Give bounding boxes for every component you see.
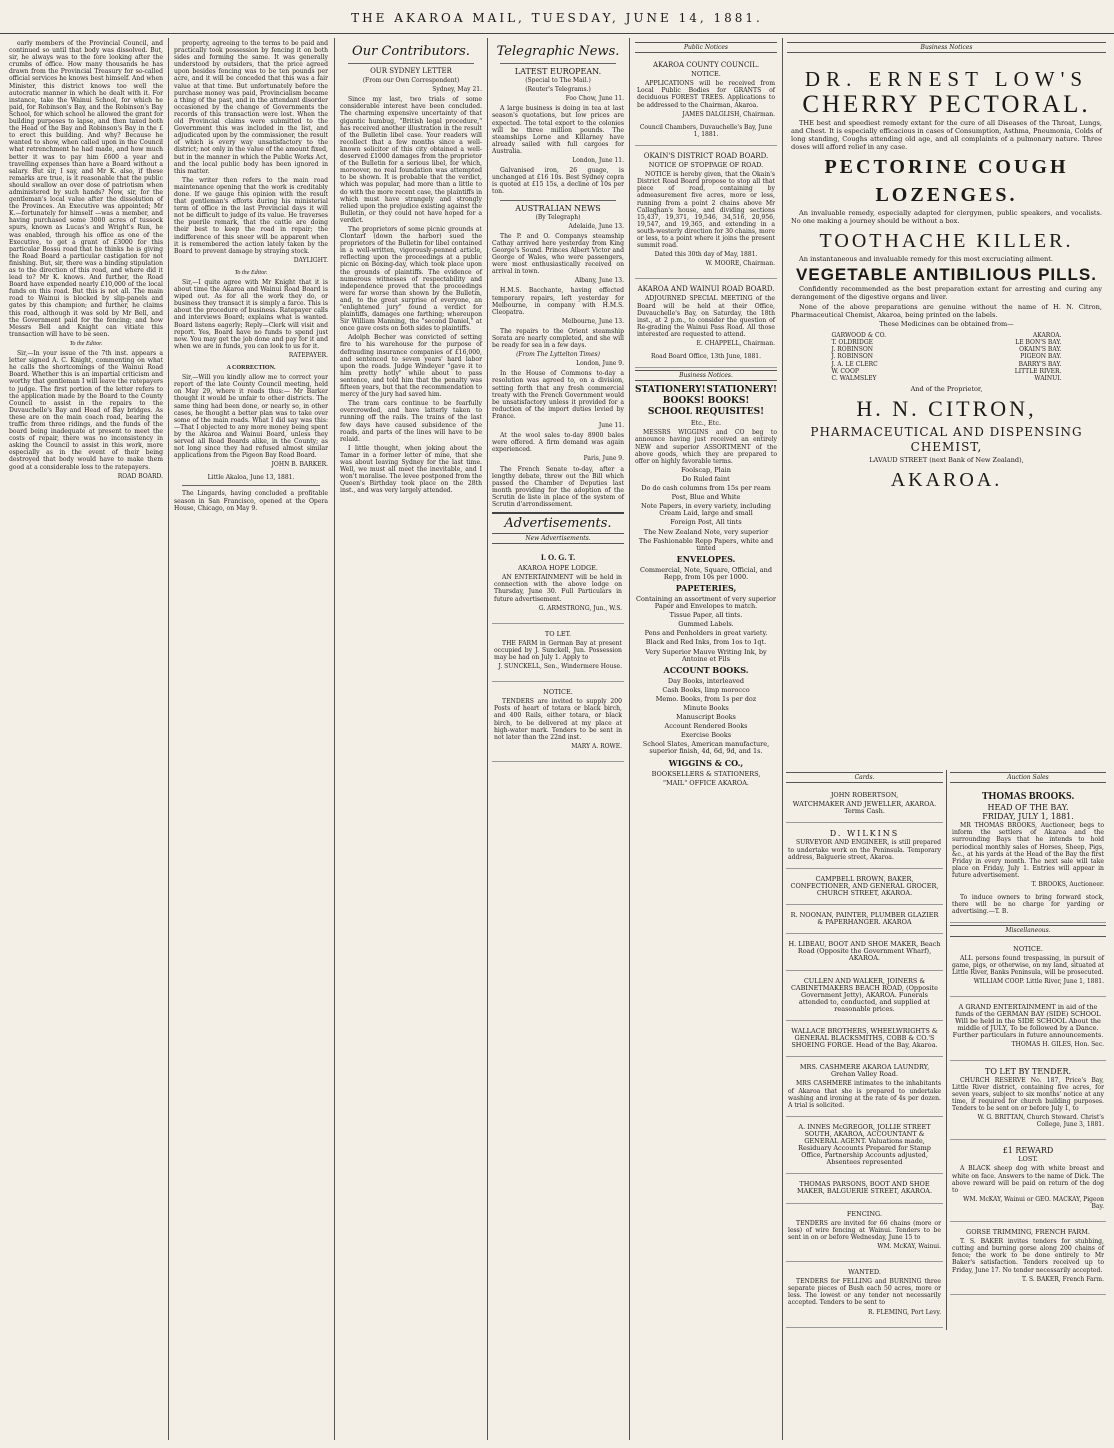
australian-news-heading: AUSTRALIAN NEWS	[515, 203, 601, 213]
agent-row: J. ROBINSON PIGEON BAY.	[831, 353, 1062, 361]
account-book-item: Minute Books	[683, 704, 729, 712]
account-book-item: Account Rendered Books	[664, 722, 748, 731]
section-heading-advertisements: Advertisements.	[492, 512, 624, 531]
stationery-item: The New Zealand Note, very superior	[643, 527, 769, 536]
letter-continuation: property, agreeing to the terms to be paid and practically took possession by fencing it on both sides and forming the same. It was generally understood by outsiders, that the price agreed upon besides fencing was to be ten pounds per acre, and it will be conceded that this was a fair value at that time. But unfortunately before the purchase money was paid, Provincialism became a thing of the past, and in the attendant disorder occasioned by the change of Governments the records of this transaction were lost. When the old Provincial claims were submitted to the Government this was included in the list, and adjudicated upon by the commissioner, the result of which is every way unsatisfactory to the district; not only in the value of the amount fixed, but in the manner in which the Public Works Act, and the local public body has been ignored in this matter.	[174, 40, 328, 175]
stationery-item: The Fashionable Repp Papers, white and tinted	[638, 536, 774, 552]
column-6: Business Notices DR. ERNEST LOW'S CHERRY PECTORAL. THE best and speediest remedy extant for the cure of all Diseases of the Throat, Lungs, and Chest. It is especially efficacious in cases of Consumption, Asthma, Pneumonia, Colds of long standing, Coughs attending old age, and all complaints of a pulmonary nature. Three doses will afford relief in any case. PECTORINE COUGH LOZENGES. An invaluable remedy, especially adapted for clergymen, public speakers, and vocalists. No one making a journey should be without a box. TOOTHACHE KILLER. An instantaneous and invaluable remedy for this most excruciating ailment. VEGETABLE ANTIBILIOUS PILLS. Confidently recommended as the best preparation extant for arresting and curing any derangement of the digestive organs and liver. None of the above preparations are genuine without the name of H. N. Citron, Pharmaceutical Chemist, Akaroa, being printed on the labels. These Medicines can be obtained from— GARWOOD & CO. AKAROA. T. OLDRIDGE LE BON'S BAY. J. ROBINSON OKAIN'S BAY. J. ROBINSON PIGEON BAY. J. A. LE CLERC BARRY'S BAY. W. COOP LITTLE RIVER. C. WALMSLEY WAINUI. And of the Proprietor, H. N. CITRON, PHARMACEUTICAL AND DISPENSING CHEMIST, LAVAUD STREET (next Bank of New Zealand), AKAROA. Cards. JOHN ROBERTSON, WATCHMAKER AND JEWELLER, AKAROA. Terms Cash. D. WILKINS SURVEYOR AND ENGINEER, is still prepared to undertake work on the Peninsula. Temporary address, Balguerie street, Akaroa. CAMPBELL BROWN, BAKER, CONFECTIONER, AND GENERAL GROCER, CHURCH STREET, AKAROA. R. NOONAN, PAINTER, PLUMBER GLAZIER & PAPERHANGER. AKAROA H. LIBEAU, BOOT AND SHOE MAKER, Beach Road (Opposite the Government Wharf), AKAROA. CULLEN AND WALKER, JOINERS & CABINETMAKERS BEACH ROAD, (Opposite Government Jetty), AKAROA. Funerals attended to, conducted, and supplied at reasonable prices. WALLACE BROTHERS, WHEELWRIGHTS & GENERAL BLACKSMITHS, COBB & CO.'S SHOEING FORGE. Head of the Bay, Akaroa. MRS. CASHMERE AKAROA LAUNDRY, Grehan Valley Road. MRS CASHMERE intimates to the inhabitants of Akaroa that she is prepared to undertake washing and ironing at the rate of 4s per dozen. A trial is solicited. A. INNES McGREGOR, JOLLIE STREET SOUTH, AKAROA, ACCOUNTANT & GENERAL AGENT. Valuations made, Residuary Accounts Prepared for Stamp Office, Partnership Accounts adjusted, Absentees represented THOMAS PARSONS, BOOT AND SHOE MAKER, BALGUERIE STREET, AKAROA. FENCING. TENDERS are invited for 66 chains (more or less) of wire fencing at Wainui. Tenders to be sent in on or before Wednesday, June 15 to WM. McKAY, Wainui. WANTED. TENDERS for FELLING and BURNING three separate pieces of Bush each 50 acres, more or less. The lowest or any tender not necessarily accepted. Tenders to be sent to R. FLEMING, Port Levy. Auction Sales THOMAS BROOKS. HEAD OF THE BAY. FRIDAY, JULY 1, 1881. MR THOMAS BROOKS, Auctioneer, begs to inform the settlers of Akaroa and the surrounding Bays that he intends to hold periodical monthly sales of Horses, Sheep, Pigs, &c., at his yards at the Head of the Bay the first Friday in every month. The next sale will take place on Friday, July 1. Entries will appear in future advertisement. T. BROOKS, Auctioneer. To induce owners to bring forward stock, there will be no charge for yarding or advertising.—T. B. Miscellaneous. NOTICE. ALL persons found trespassing, in pursuit of game, pigs, or otherwise, on my land, situated at Little River, Banks Peninsula, will be prosecuted. WILLIAM COOP. Little River, June 1, 1881. A GRAND ENTERTAINMENT in aid of the funds of the GERMAN BAY (SIDE) SCHOOL Will be held in the SIDE SCHOOL About the middle of JULY, To be followed by a Dance. Further particulars in future announcements. THOMAS H. GILES, Hon. Sec. TO LET BY TENDER. CHURCH RESERVE No. 187, Price's Bay, Little River district, containing five acres, for seven years, subject to six months' notice at any time, if required for church building purposes. Tenders to be sent on or before July 1, to W. G. BRITTAN, Church Steward. Christ's College, June 3, 1881. £1 REWARD LOST. A BLACK sheep dog with white breast and white on face. Answers to the name of Dick. The above reward will be paid on return of the dog to WM. McKAY, Wainui or GEO. MACKAY, Pigeon Bay. GORSE TRIMMING, FRENCH FARM. T. S. BAKER invites tenders for stubbing, cutting and burning gorse along 200 chains of fence; the work to be done entirely to Mr Baker's satisfaction. Tenders received up to Friday, June 17. No tender necessarily accepted. T. S. BAKER, French Farm.	[783, 40, 1110, 1440]
masthead: THE AKAROA MAIL, TUESDAY, JUNE 14, 1881.	[0, 0, 1114, 34]
letter-signature: ROAD BOARD.	[117, 472, 163, 480]
news-item: The Lingards, having concluded a profitable season in San Francisco, opened at the Opera House, Chicago, on May 9.	[174, 490, 328, 512]
account-book-item: Day Books, interleaved	[667, 676, 745, 685]
letter-body: Sir,—In your issue of the 7th inst. appears a letter signed A. C. Knight, commenting on what he calls the shortcomings of the Wainui Road Board. Whether this is an impartial criticism and worthy that gentleman I will leave the ratepayers to judge. The first portion of the letter refers to the application made by the Board to the County Council to assist in the repairs to the Duvauchelle's Bay and Head of Bay bridges. As these are on the main coach road, bearing the traffic from three ridings, and the funds of the board being inadequate at present to meet the costs of repair, there was no inconsistency in asking the Council to assist in this work, more especially as in the event of their being destroyed that body would have to make them good at a considerable loss to the ratepayers.	[9, 350, 163, 471]
stationery-item: Foolscap, Plain	[681, 465, 731, 474]
stationery-list	[635, 467, 777, 552]
barker-dateline: Little Akaloa, June 13, 1881.	[207, 474, 295, 482]
column-1	[5, 40, 167, 1440]
signature-ratepayer: RATEPAYER.	[288, 351, 328, 359]
editor-heading: To the Editor.	[234, 269, 268, 276]
agent-row: C. WALMSLEY WAINUI.	[831, 374, 1062, 382]
account-book-item: Manuscript Books	[676, 713, 736, 722]
stationery-item: Note Papers, in every variety, including Cream Laid, large and small	[640, 502, 772, 518]
dateline: Melbourne, June 13.	[561, 317, 624, 325]
dateline: Sydney, May 21.	[432, 86, 482, 94]
account-book-item: Cash Books, limp morocco	[662, 685, 750, 694]
signature-daylight: DAYLIGHT.	[293, 256, 328, 264]
article-paragraph: The proprietors of some picnic grounds at Clontarf (down the harbor) sued the proprietors of the Bulletin for libel contained in a well-written, vigorously-penned article, reflecting upon the proceedings at a public picnic on Boxing-day, which took place upon the grounds of plaintiffs. The evidence of numerous witnesses of respectability and independence proved that the proceedings were far worse than shown by the Bulletin, and, to the great surprise of everyone, an "enlightened jury" found a verdict for plaintiffs, damages one farthing; whereupon Sir William Manning, the "second Daniel," at once gave costs on both sides to plaintiffs.	[340, 225, 482, 333]
account-books-list	[635, 678, 777, 740]
dateline: London, June 11.	[572, 157, 624, 165]
stationery-item: Post, Blue and White	[671, 493, 741, 502]
letter-heading: To the Editor.	[69, 340, 103, 347]
article-paragraph: The tram cars continue to be fearfully overcrowded, and have latterly taken to running off the rails. The trains of the last few days have caused subsidence of the roads, and parts of the lines will have to be relaid.	[340, 400, 482, 443]
article-paragraph: I little thought, when joking about the Tamar in a former letter of mine, that she was about leaving Sydney for the last time. Well, we must all meet the inevitable, and I won't moralise. The levee postponed from the Queen's Birthday took place on the 28th inst., and was very largely attended.	[340, 444, 482, 495]
signature-barker: JOHN B. BARKER.	[271, 461, 328, 469]
section-heading-telegraphic: Telegraphic News.	[496, 44, 620, 59]
ratepayer-letter: Sir,—I quite agree with Mr Knight that it is about time the Akaroa and Wainui Road Board is wiped out. As for all the work they do, or business they transact it is simply a farce. This is about the procedure of business. Ratepayer calls and interviews Board; explains what is wanted. Board listens eagerly; Reply—Clerk will visit and report. Yes, Board have no funds to spend just now. You may get the job done and pay for it and when we are in funds, you can look to us for it.	[174, 279, 328, 350]
cherry-pectoral-heading: CHERRY PECTORAL.	[802, 91, 1091, 119]
stationery-item: Foreign Post, All tints	[670, 518, 742, 527]
agent-row: J. ROBINSON OKAIN'S BAY.	[831, 346, 1062, 354]
agent-row: GARWOOD & CO. AKAROA.	[831, 332, 1062, 340]
county-council-heading: AKAROA COUNTY COUNCIL.	[652, 61, 760, 70]
account-book-item: Exercise Books	[680, 731, 732, 740]
section-heading-contributors: Our Contributors.	[352, 44, 470, 59]
agent-row: W. COOP LITTLE RIVER.	[831, 367, 1062, 375]
stationery-item: Do Ruled faint	[682, 474, 730, 483]
dateline: Foo Chow, June 11.	[565, 95, 624, 103]
column-4: Telegraphic News. LATEST EUROPEAN. (Special to The Mail.) (Reuter's Telegrams.) Foo Chow, June 11. A large business is doing in tea at last season's quotations, but low prices are expected. The total export to the colonies will be three million pounds. The steamships Lorne and Killarney have already sailed with full cargoes for Australia. London, June 11. Galvanised iron, 26 guage, is unchanged at £16 10s. Best Sydney copra is quoted at £15 15s, a decline of 10s per ton. AUSTRALIAN NEWS (By Telegraph) Adelaide, June 13. The P. and O. Companys steamship Cathay arrived here yesterday from King George's Sound. Princes Albert Victor and George of Wales, who were passengers, were most enthusiastically received on arrival in town. Albany, June 13. H.M.S. Bacchante, having effected temporary repairs, left yesterday for Melbourne, in company with H.M.S. Cleopatra. Melbourne, June 13. The repairs to the Orient steamship Sorata are nearly completed, and she will be ready for sea in a few days. (From The Lyttelton Times) London, June 9. In the House of Commons to-day a resolution was agreed to, on a division, setting forth that any fresh commercial treaty with the French Government would be unsatisfactory unless it provided for a reduction of the import duties levied by France. June 11. At the wool sales to-day 8900 bales were offered. A firm demand was again experienced. Paris, June 9. The French Senate to-day, after a lengthy debate, threw out the Bill which passed the Chamber of Deputies last month providing for the adoption of the Scrutin de liste in place of the system of Scrutin d'arrondissement. Advertisements. New Advertisements. I. O. G. T. AKAROA HOPE LODGE. AN ENTERTAINMENT will be held in connection with the above lodge on Thursday, June 30. Full Particulars in future advertisement. G. ARMSTRONG, Jun., W.S. TO LET. THE FARM in German Bay at present occupied by J. Sunckell, Jun. Possession may be had on July 1. Apply to J. SUNCKELL, Sen., Windermere House. NOTICE. TENDERS are invited to supply 200 Posts of heart of totara or black birch, and 400 Rails, either totara, or black birch, to be delivered at my place at high-water mark. Tenders to be sent in not later than the 22nd inst. MARY A. ROWE.	[488, 40, 628, 1440]
dateline: Paris, June 9.	[583, 455, 624, 463]
article-paragraph: Since my last, two trials of some considerable interest have been concluded. The charming expensive uncertainty of that gigantic humbug, "British legal procedure," has received another illustration in the result of the Bulletin libel case. Your readers will recollect that a few months since a well-known solicitor of this city obtained a well-deserved £1000 damages from the proprietor of the Bulletin for a serious libel, for which, moreover, no real foundation was attempted to be shown. It is probable that the verdict, which was popular, had more than a little to do with the more recent case, the plaintiffs in which must have strangely and strongly relied upon the prejudice existing against the Bulletin, or they could not have hoped for a verdict.	[340, 96, 482, 224]
correction-heading: A CORRECTION.	[226, 365, 276, 372]
dateline: June 11.	[598, 422, 624, 430]
dr-ernest-low-heading: DR. ERNEST LOW'S	[804, 67, 1089, 92]
column-5: Public Notices AKAROA COUNTY COUNCIL. NOTICE. APPLICATIONS will be received from Local Public Bodies for GRANTS of deciduous FOREST TREES. Applications to be addressed to the Chairman, Akaroa. JAMES DALGLISH, Chairman. Council Chambers, Duvauchelle's Bay, June 1, 1881. OKAIN'S DISTRICT ROAD BOARD. NOTICE OF STOPPAGE OF ROAD. NOTICE is hereby given, that the Okain's District Road Board propose to stop all that piece of road, containing by admeasurement five acres, more or less, running from a point 2 chains above Mr Callaghan's house, and dividing sections 15,437, 19,371, 19,546, 34,516, 20,956, 19,547, and 19,365, and extending in a south-westerly direction for 30 chains, more or less, to a point where it joins the present summit road. Dated this 30th day of May, 1881. W. MOORE, Chairman. AKAROA AND WAINUI ROAD BOARD. ADJOURNED SPECIAL MEETING of the Board will be held at their Office, Duvauchelle's Bay, on Saturday, the 18th inst., at 2 p.m., to consider the question of Re-grading the Wainui Pass Road. All those interested are requested to attend. E. CHAPPELL, Chairman. Road Board Office, 13th June, 1881. Business Notices. STATIONERY! STATIONERY! BOOKS! BOOKS! SCHOOL REQUISITES! Etc., Etc. MESSRS WIGGINS and CO beg to announce having just received an entirely NEW and superior ASSORTMENT of the above goods, which they are prepared to offer on highly favorable terms. Foolscap, Plain Do Ruled faint Do do cash columns from 15s per ream Post, Blue and White Note Papers, in every variety, including Cream Laid, large and small Foreign Post, All tints The New Zealand Note, very superior The Fashionable Repp Papers, white and tinted ENVELOPES. Commercial, Note, Square, Official, and Repp, from 10s per 1000. PAPETERIES, Containing an assortment of very superior Paper and Envelopes to match. Tissue Paper, all tints. Gummed Labels. Pens and Penholders in great variety. Black and Red Inks, from 1os to 1qt. Very Superior Mauve Writing Ink, by Antoine et Fils ACCOUNT BOOKS. Day Books, interleaved Cash Books, limp morocco Memo. Books, from 1s per doz Minute Books Manuscript Books Account Rendered Books Exercise Books School Slates, American manufacture, superior finish, 4d, 6d, 9d, and 1s. WIGGINS & CO., BOOKSELLERS & STATIONERS, "MAIL" OFFICE AKAROA.	[635, 44, 777, 787]
stationery-item: Do do cash columns from 15s per ream	[641, 484, 771, 493]
dateline: Adelaide, June 13.	[568, 222, 624, 230]
article-paragraph: Adolph Becher was convicted of setting fire to his warehouse for the purpose of defrauding insurance companies of £16,000, and sentenced to seven years' hard labor upon the roads. Judge Windeyer "gave it to him pretty hotly" while about to pass sentence, and told him that the penalty was fifteen years, but that the recommendation to mercy of the jury had saved him.	[340, 334, 482, 399]
sydney-letter-title: OUR SYDNEY LETTER	[370, 67, 452, 75]
agent-row: T. OLDRIDGE LE BON'S BAY.	[831, 339, 1062, 347]
column-2	[170, 40, 332, 1440]
correction-letter: Sir,—Will you kindly allow me to correct your report of the late County Council meeting, held on May 29, where it reads thus:— Mr Barker thought it would be unfair to other districts. The same thing had been done, or nearly so, in other cases, he thought a better plan was to take over some of the main roads. What I did say was this:—That I objected to any more money being spent by the Akaroa and Wainui Board, unless they served all Road Boards alike, in the County; as not long since they had refused almost similar applications from the Pigeon Bay Road Board.	[174, 374, 328, 460]
agents-list	[832, 332, 1062, 382]
agent-row: J. A. LE CLERC BARRY'S BAY.	[831, 360, 1062, 368]
dateline: Albany, June 13.	[574, 277, 624, 285]
column-3	[336, 40, 486, 1440]
roadboard-letter: early members of the Provincial Council, and continued so until that body was dissolved. But, sir, he always was to the fore looking after the crumbs of office. How many thousands he has drawn from the Provincial Treasury for so-called official services he knows best himself. And when Minister, this district knows too well the autocratic manner in which he dealt with it. For instance, take the Wainui School, for which he paid, for Robinson's Bay, and the Robinson's Bay School, for which school he allowed the grant for building purposes to lapse, and then taxed both the Head of the Bay and Robinson's Bay in the £ to erect this building. And why? Because he wanted to show, when called upon in the Council what retrenchment he had made, and how much better it was to pay him £600 a year and travelling expenses than have a Board without a salary. But sir, I say, and Mr K. also, if these remarks are true, is it reasonable that the public should swallow an over dose of patriotism when administered by such hands? Now, sir, for the gentleman's local value after the dissolution of the Provinces. An Executive was appointed; Mr K.—fortunately for himself —was a member, and having purchased some 3000 acres of tussock spurs, known as Lucas's and Wright's Run, he was enabled, through his office as one of the Executive, to get a grant of £3000 for this particular Bossu road that he thinks he is giving the Road Board a particular castigation for not finishing. But, sir, there was a binding stipulation as to the direction of this road, and where did it lead to? Mr K. knows. And further, the Road Board have expended nearly £10,000 of the local funds on this road. But this is not all. The main road to Wainui is blocked by slip-panels and gates by this champion; and further, he claims this road, although it was sold by Mr Bell, and the Government paid for the fencing; and how Messrs Bell and Knight can vitiate this transaction will have to be seen.	[9, 40, 163, 338]
byline: (From our Own Correspondent)	[362, 77, 460, 85]
account-book-item: Memo. Books, from 1s per doz	[655, 694, 757, 703]
latest-european-heading: LATEST EUROPEAN.	[514, 67, 602, 76]
letter-paragraph: The writer then refers to the main road maintenance opening that the work is creditably done. If we gauge this opinion with the result that gentleman's efforts during his ministerial term of office in the last Provincial days it will not be difficult to judge of its value. He traverses the puerile remark, that the cattle are doing their best to keep the road in repair; the indifference of this sneer will be apparent when it is remembered the action lately taken by the Board to prevent damage by straying stock.	[174, 176, 328, 255]
dateline: London, June 9.	[576, 360, 624, 368]
